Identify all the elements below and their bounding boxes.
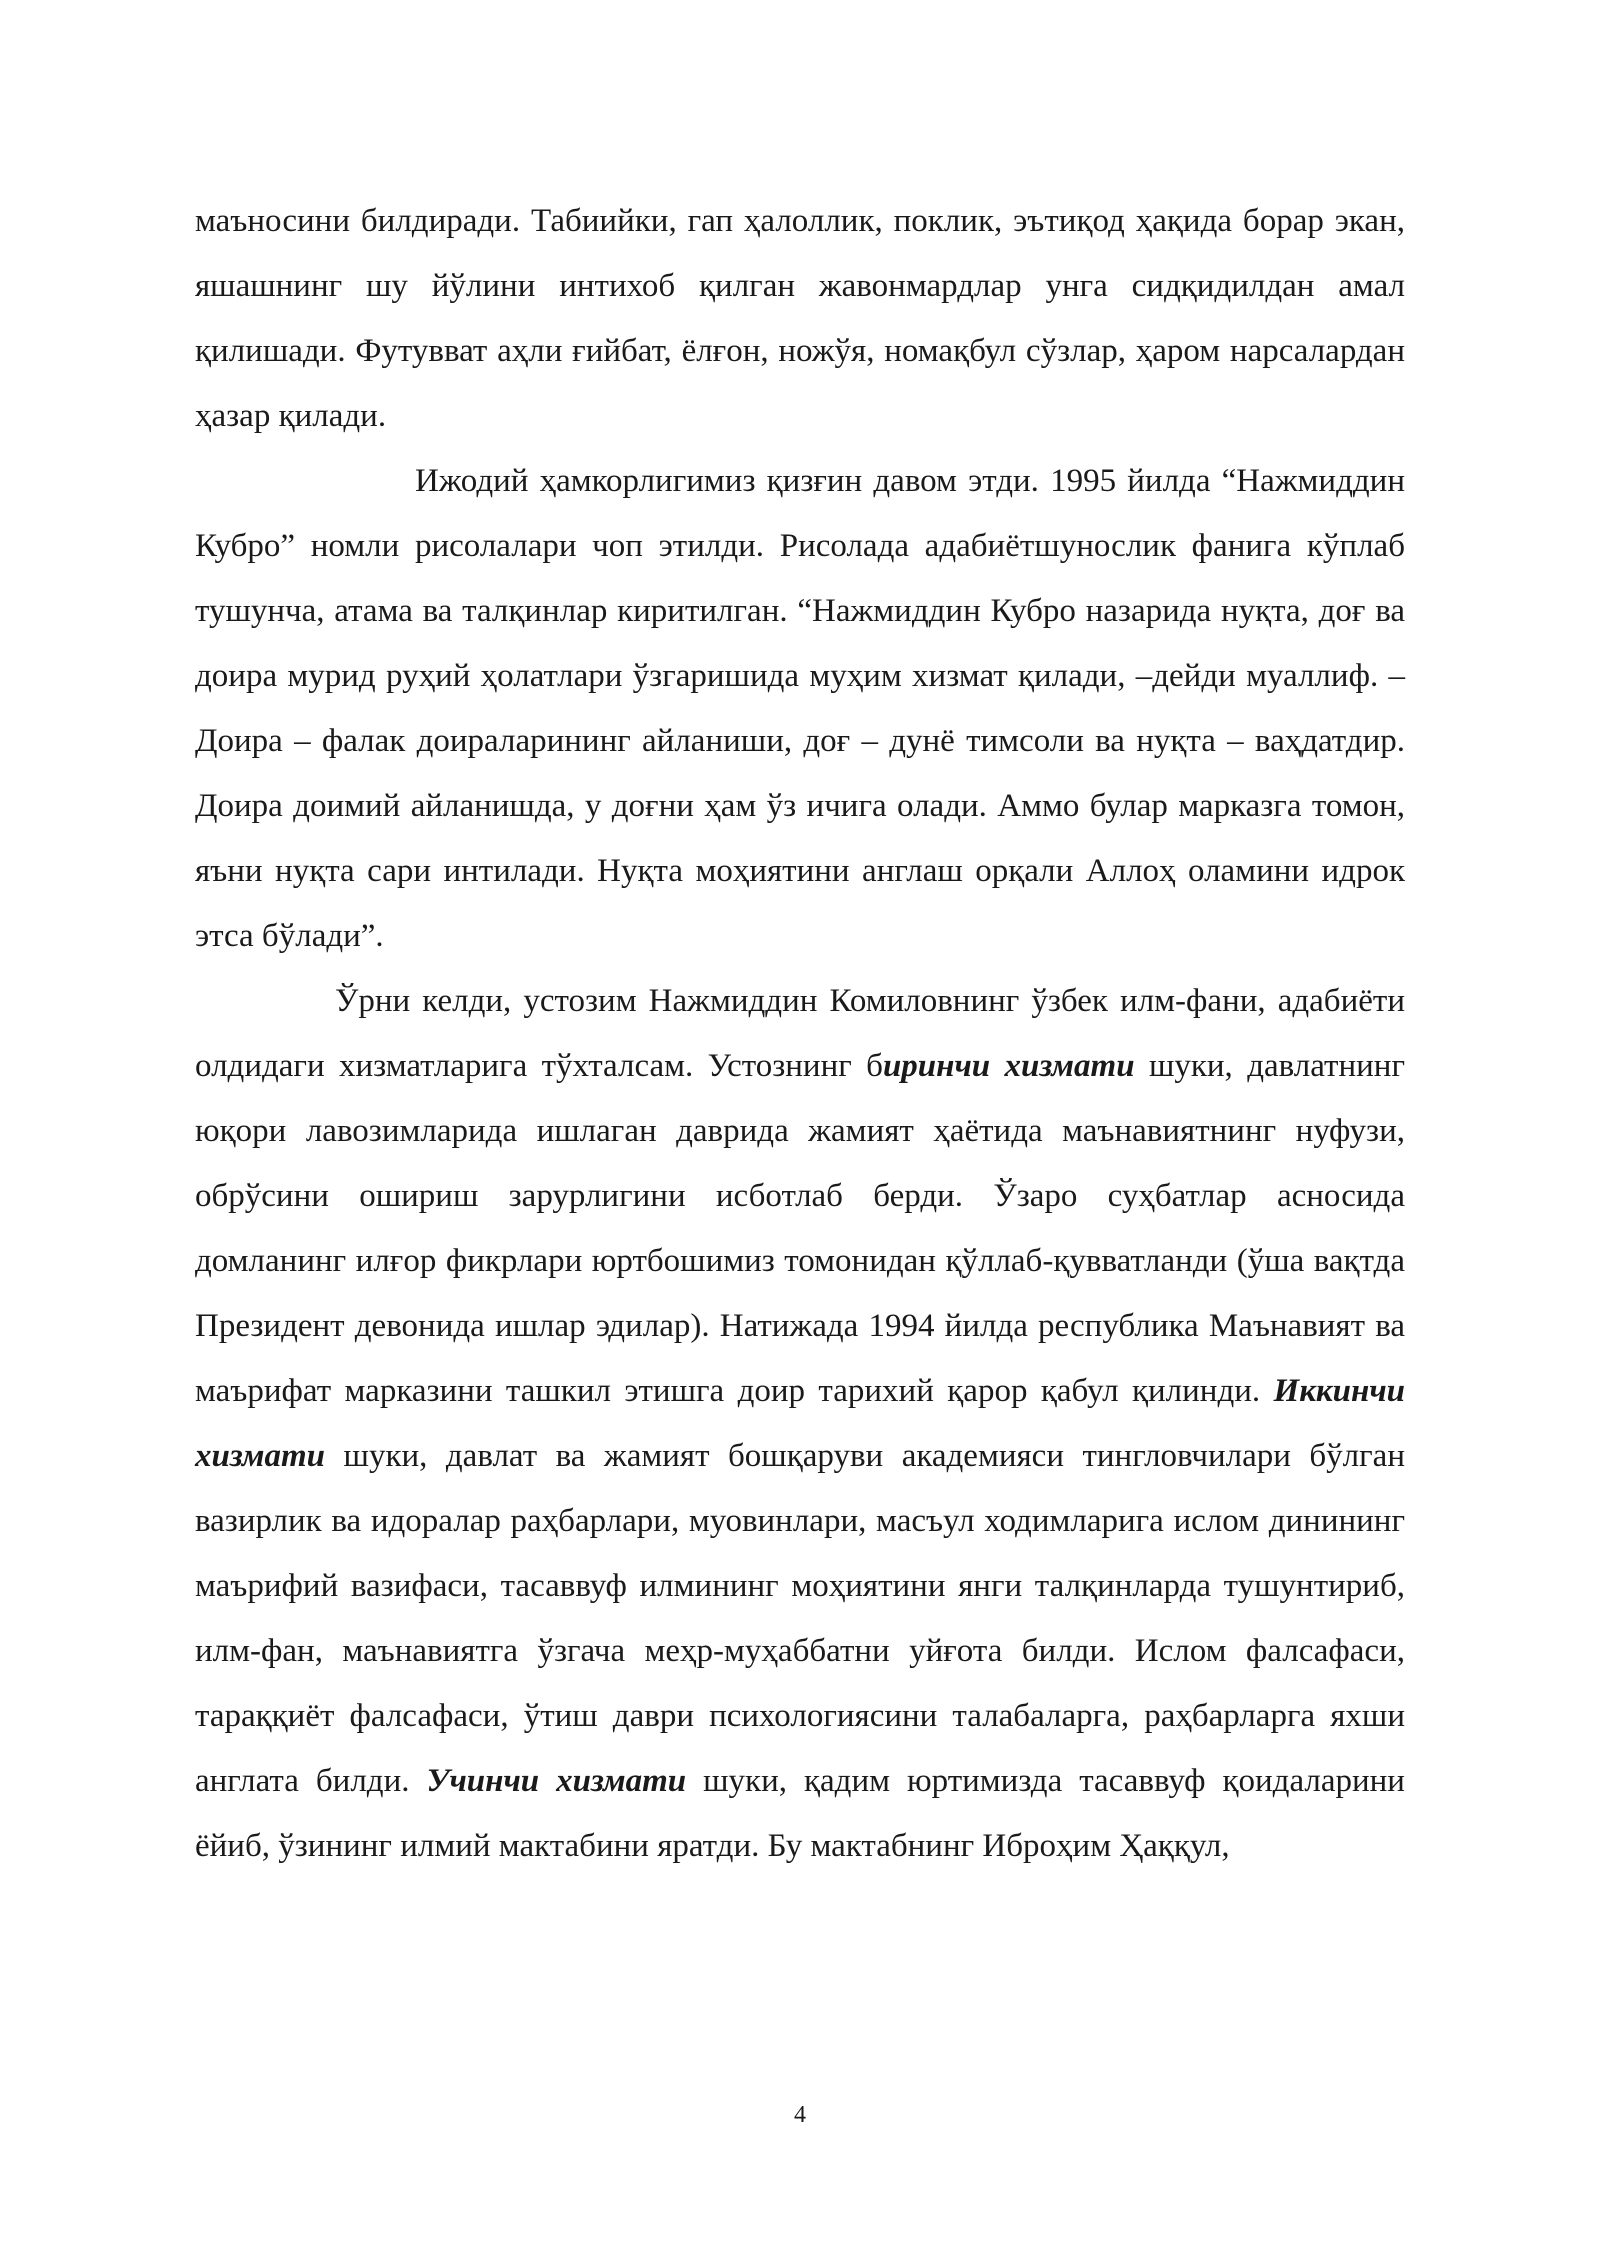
page-number: 4 xyxy=(794,2102,806,2128)
third-service-heading: Учинчи хизмати xyxy=(426,1763,687,1799)
paragraph-text: шуки, қадим юртимизда тасаввуф қоидаларини ёйиб, ўзининг илмий мактабини яратди. Бу мактабнинг Иброҳим Ҳаққул, xyxy=(195,1763,1405,1864)
first-service-heading: иринчи хизмати xyxy=(882,1048,1135,1084)
paragraph-text: Ўрни келди, устозим Нажмиддин Комиловнинг ўзбек илм-фани, адабиёти олдидаги хизматларига тўхталсам. Устознинг б xyxy=(195,983,1405,1084)
paragraph-services xyxy=(195,969,1405,1879)
document-page xyxy=(195,189,1405,1879)
paragraph-text: шуки, давлатнинг юқори лавозимларида ишлаган даврида жамият ҳаётида маънавиятнинг нуфузи, обрўсини ошириш зарурлигини исботлаб берди. Ўзаро суҳбатлар асносида домланинг илғор фикрлари юртбошимиз томонидан қўллаб-қувватланди (ўша вақтда Президент девонида ишлар эдилар). Натижада 1994 йилда республика Маънавият ва маърифат марказини ташкил этишга доир тарихий қарор қабул қилинди. xyxy=(195,1048,1405,1409)
paragraph-collaboration: Ижодий ҳамкорлигимиз қизғин давом этди. 1995 йилда “Нажмиддин Кубро” номли рисолалари чоп этилди. Рисолада адабиётшунослик фанига кўплаб тушунча, атама ва талқинлар киритилган. “Нажмиддин Кубро назарида нуқта, доғ ва доира мурид руҳий ҳолатлари ўзгаришида муҳим хизмат қилади, –дейди муаллиф. – Доира – фалак доираларининг айланиши, доғ – дунё тимсоли ва нуқта – ваҳдатдир. Доира доимий айланишда, у доғни ҳам ўз ичига олади. Аммо булар марказга томон, яъни нуқта сари интилади. Нуқта моҳиятини англаш орқали Аллоҳ оламини идрок этса бўлади”. xyxy=(195,463,1405,954)
paragraph-futuvvat: маъносини билдиради. Табиийки, гап ҳалоллик, поклик, эътиқод ҳақида борар экан, яшашнинг шу йўлини интихоб қилган жавонмардлар унга сидқидилдан амал қилишади. Футувват аҳли ғийбат, ёлғон, ножўя, номақбул сўзлар, ҳаром нарсалардан ҳазар қилади. xyxy=(195,203,1405,434)
paragraph-text: шуки, давлат ва жамият бошқаруви академияси тингловчилари бўлган вазирлик ва идоралар раҳбарлари, муовинлари, масъул ходимларига ислом динининг маърифий вазифаси, тасаввуф илмининг моҳиятини янги талқинларда тушунтириб, илм-фан, маънавиятга ўзгача меҳр-муҳаббатни уйғота билди. Ислом фалсафаси, тараққиёт фалсафаси, ўтиш даври психологиясини талабаларга, раҳбарларга яхши англата билди. xyxy=(195,1438,1405,1799)
second-service-heading: Иккинчи хизмати xyxy=(195,1373,1405,1474)
